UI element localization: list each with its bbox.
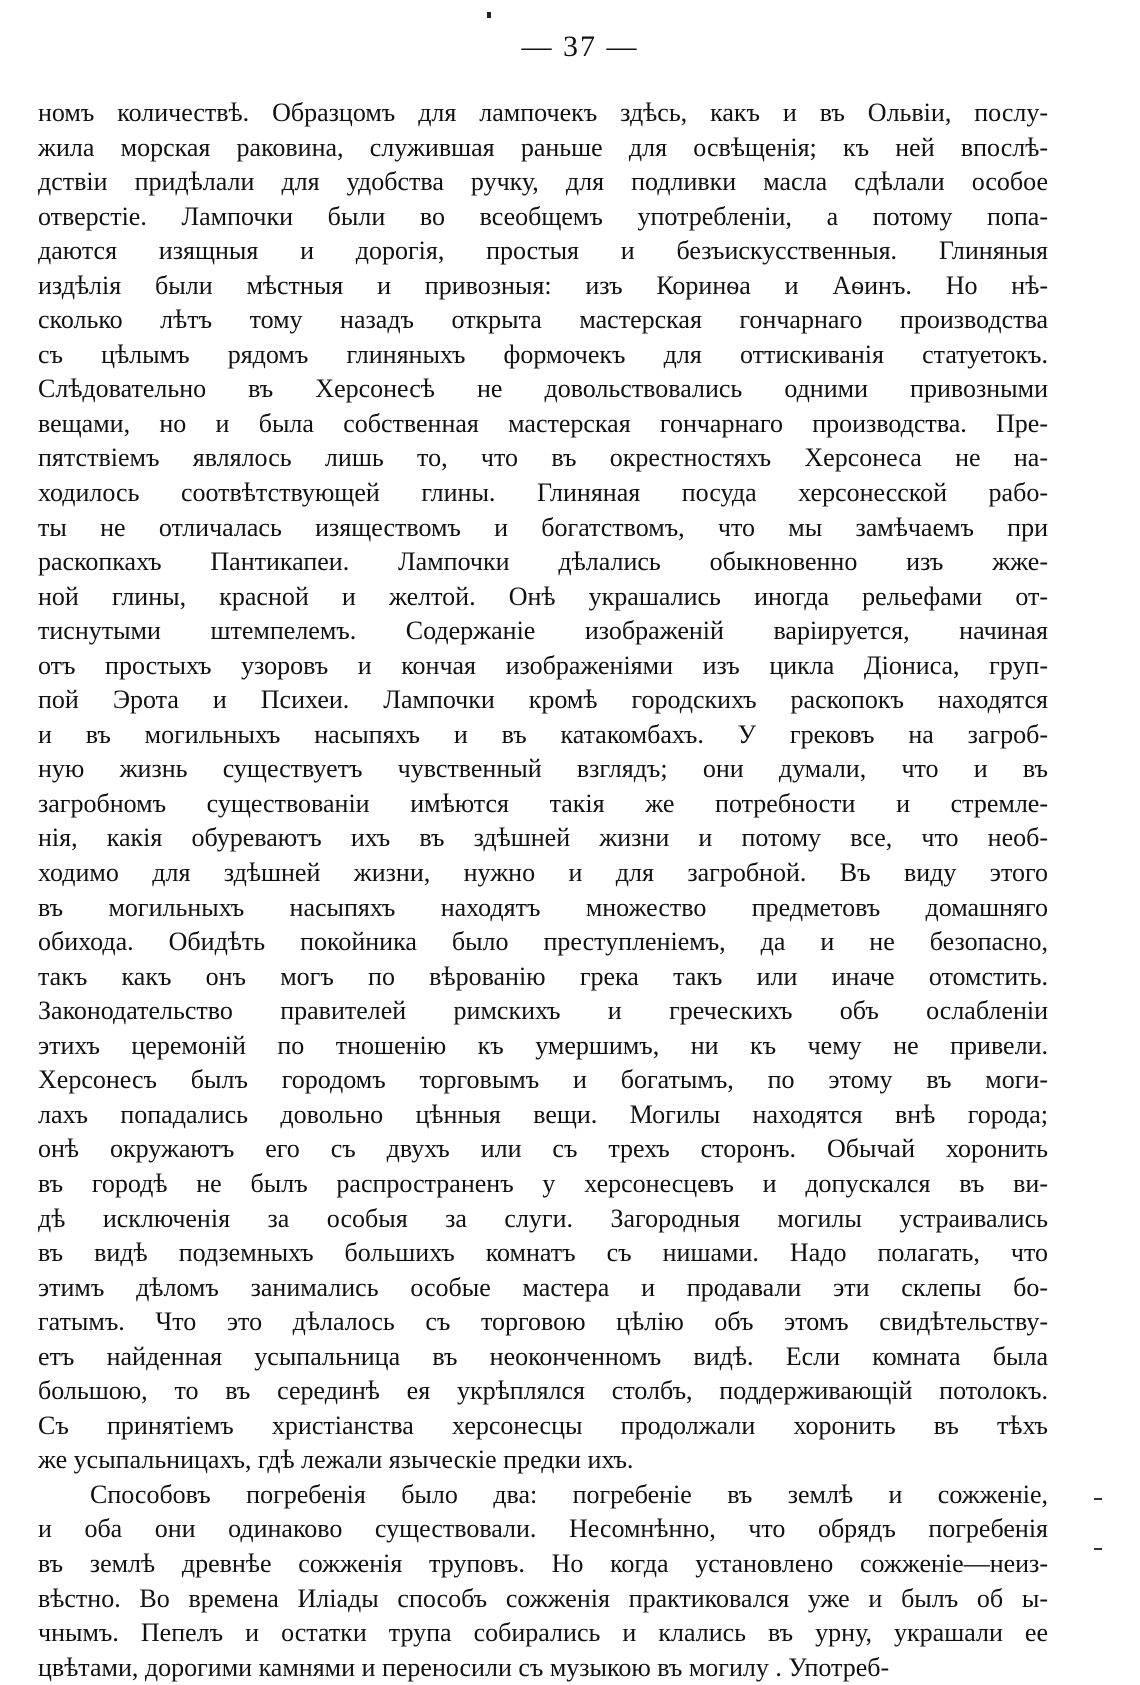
text-line: ходилось соотвѣтствующей глины. Глиняная посуда херсонесской рабо- bbox=[38, 478, 1048, 508]
text-line: Способовъ погребенія было два: погребеніе въ землѣ и сожженіе, bbox=[90, 1479, 1048, 1509]
text-line: вѣстно. Во времена Иліады способъ сожженія практиковался уже и былъ об ы- bbox=[38, 1583, 1048, 1613]
text-line: дѣ исключенія за особыя за слуги. Загородныя могилы устраивались bbox=[38, 1203, 1048, 1233]
text-line: же усыпальницахъ, гдѣ лежали языческіе предки ихъ. bbox=[38, 1445, 634, 1475]
text-line: въ видѣ подземныхъ большихъ комнатъ съ нишами. Надо полагать, что bbox=[38, 1238, 1048, 1268]
text-line: и въ могильныхъ насыпяхъ и въ катакомбахъ. У грековъ на загроб- bbox=[38, 719, 1048, 749]
text-line: нія, какія обуреваютъ ихъ въ здѣшней жизни и потому все, что необ- bbox=[38, 823, 1048, 853]
text-line: большою, то въ серединѣ ея укрѣплялся столбъ, поддерживающій потолокъ. bbox=[38, 1376, 1048, 1406]
text-line: раскопкахъ Пантикапеи. Лампочки дѣлались обыкновенно изъ жже- bbox=[38, 547, 1048, 577]
text-line: ную жизнь существуетъ чувственный взглядъ; они думали, что и въ bbox=[38, 754, 1048, 784]
text-line: въ землѣ древнѣе сожженія труповъ. Но когда установлено сожженіе—неиз- bbox=[38, 1548, 1048, 1578]
text-line: этимъ дѣломъ занимались особые мастера и продавали эти склепы бо- bbox=[38, 1272, 1048, 1302]
text-line: Херсонесъ былъ городомъ торговымъ и богатымъ, по этому въ моги- bbox=[38, 1065, 1048, 1095]
text-line: такъ какъ онъ могъ по вѣрованію грека такъ или иначе отомстить. bbox=[38, 961, 1048, 991]
page-body-text bbox=[38, 96, 1048, 1685]
ink-speck bbox=[487, 12, 491, 18]
text-line: пятствіемъ являлось лишь то, что въ окрестностяхъ Херсонеса не на- bbox=[38, 443, 1048, 473]
text-line: Съ принятіемъ христіанства херсонесцы продолжали хоронить въ тѣхъ bbox=[38, 1410, 1048, 1440]
text-line: онѣ окружаютъ его съ двухъ или съ трехъ сторонъ. Обычай хоронить bbox=[38, 1134, 1048, 1164]
text-line: съ цѣлымъ рядомъ глиняныхъ формочекъ для оттискиванія статуетокъ. bbox=[38, 339, 1048, 369]
text-line: въ могильныхъ насыпяхъ находятъ множество предметовъ домашняго bbox=[38, 892, 1048, 922]
text-line: Законодательство правителей римскихъ и греческихъ объ ослабленіи bbox=[38, 996, 1048, 1026]
text-line: ной глины, красной и желтой. Онѣ украшались иногда рельефами от- bbox=[38, 581, 1048, 611]
text-line: и оба они одинаково существовали. Несомнѣнно, что обрядъ погребенія bbox=[38, 1514, 1048, 1544]
text-line: издѣлія были мѣстныя и привозныя: изъ Коринѳа и Аѳинъ. Но нѣ- bbox=[38, 270, 1048, 300]
text-line: обихода. Обидѣть покойника было преступленіемъ, да и не безопасно, bbox=[38, 927, 1048, 957]
text-line: ходимо для здѣшней жизни, нужно и для загробной. Въ виду этого bbox=[38, 858, 1048, 888]
text-line: отъ простыхъ узоровъ и кончая изображеніями изъ цикла Діониса, груп- bbox=[38, 650, 1048, 680]
paragraph bbox=[38, 96, 1048, 1478]
paragraph bbox=[38, 1478, 1048, 1685]
margin-mark bbox=[1094, 1548, 1102, 1550]
text-line: гатымъ. Что это дѣлалось съ торговою цѣлію объ этомъ свидѣтельству- bbox=[38, 1307, 1048, 1337]
text-line: отверстіе. Лампочки были во всеобщемъ употребленіи, а потому попа- bbox=[38, 201, 1048, 231]
text-line: ты не отличалась изяществомъ и богатствомъ, что мы замѣчаемъ при bbox=[38, 512, 1048, 542]
text-line: цвѣтами, дорогими камнями и переносили съ музыкою въ могилу . Употреб- bbox=[38, 1652, 890, 1682]
text-line: етъ найденная усыпальница въ неоконченномъ видѣ. Если комната была bbox=[38, 1341, 1048, 1371]
text-line: жила морская раковина, служившая раньше для освѣщенія; къ ней впослѣ- bbox=[38, 132, 1048, 162]
text-line: даются изящныя и дорогія, простыя и безъискусственныя. Глиняныя bbox=[38, 236, 1048, 266]
text-line: тиснутыми штемпелемъ. Содержаніе изображеній варіируется, начиная bbox=[38, 616, 1048, 646]
page-number: — 37 — bbox=[521, 30, 639, 63]
text-line: пой Эрота и Психеи. Лампочки кромѣ городскихъ раскопокъ находятся bbox=[38, 685, 1048, 715]
margin-mark bbox=[1094, 1498, 1102, 1500]
text-line: загробномъ существованіи имѣются такія же потребности и стремле- bbox=[38, 788, 1048, 818]
text-line: Слѣдовательно въ Херсонесѣ не довольствовались одними привозными bbox=[38, 374, 1048, 404]
text-line: вещами, но и была собственная мастерская гончарнаго производства. Пре- bbox=[38, 408, 1048, 438]
text-line: номъ количествѣ. Образцомъ для лампочекъ здѣсь, какъ и въ Ольвіи, послу- bbox=[38, 98, 1048, 127]
text-line: сколько лѣтъ тому назадъ открыта мастерская гончарнаго производства bbox=[38, 305, 1048, 335]
text-line: этихъ церемоній по тношенію къ умершимъ, ни къ чему не привели. bbox=[38, 1030, 1048, 1060]
text-line: лахъ попадались довольно цѣнныя вещи. Могилы находятся внѣ города; bbox=[38, 1099, 1048, 1129]
text-line: дствіи придѣлали для удобства ручку, для подливки масла сдѣлали особое bbox=[38, 167, 1048, 197]
text-line: чнымъ. Пепелъ и остатки трупа собирались и клались въ урну, украшали ее bbox=[38, 1618, 1048, 1648]
text-line: въ городѣ не былъ распространенъ у херсонесцевъ и допускался въ ви- bbox=[38, 1168, 1048, 1198]
